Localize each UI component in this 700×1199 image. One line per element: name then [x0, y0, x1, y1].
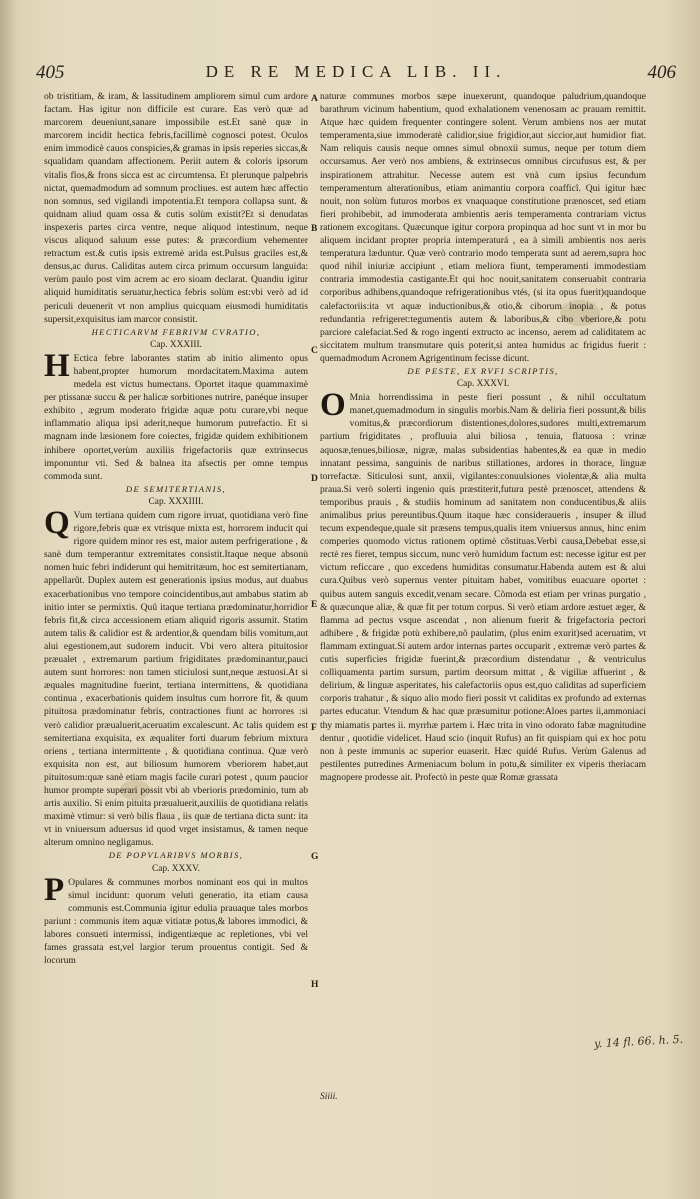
page-number-right: 406	[647, 62, 676, 83]
signature-mark: Siiii.	[320, 1092, 338, 1102]
margin-marker-h: H	[311, 980, 319, 990]
paragraph	[44, 505, 308, 849]
margin-marker-b: B	[311, 224, 318, 234]
section-heading: HECTICARVM FEBRIVM CVRATIO,	[91, 326, 261, 337]
margin-marker-e: E	[311, 600, 318, 610]
chapter-number: Cap. XXXIII.	[150, 339, 202, 350]
paragraph	[44, 347, 308, 483]
paragraph	[320, 387, 646, 784]
handwritten-annotation: y. 14 fl. 66. h. 5.	[593, 1032, 684, 1051]
margin-marker-c: C	[311, 346, 318, 356]
chapter-number: Cap. XXXIIII.	[148, 496, 204, 507]
right-column	[320, 90, 646, 784]
drop-cap: H	[44, 347, 70, 384]
page-header	[36, 62, 676, 92]
section-heading: DE POPVLARIBVS MORBIS,	[108, 850, 244, 861]
margin-marker-f: F	[311, 723, 317, 733]
section-heading: DE PESTE, EX RVFI SCRIPTIS,	[407, 365, 559, 376]
paragraph-text: Opulares & communes morbos nominant eos qui in multos simul incidunt: quorum veluti generatio, ita etiam causa communis est.Communia igitur edulia prauaque tales morbos pariunt : communis item aquæ vitiatæ potus,& labores immodici, & labores consueti intermissi, indigentiæque ac repletiones, vbi vel fames grassata est,vel largior terum prouentus contigit. Sed & locorum	[44, 876, 308, 967]
paragraph-text: Ectica febre laborantes statim ab initio alimento opus habent,propter humorum mordacitatem.Maxima autem medela est victus humectans. Oportet itaque quammaximè per ptissanæ succu & per halicæ sorbitiones nutrire, panéque insuper exhibito , ægrum moderato frigidæ aquæ potu curare,vbi neque inflammatio aliqua ipsi aderit,neque humorum putrefactio. Et si magnam inde læsionem fore coiectes, frigidæ quidem exhibitionem inhibere oportet,verùm auxiliis frigefactoriis quæ extrinsecus imponuntur vti. Sed & balnea ita afsectis per omne tempus commoda sunt.	[44, 352, 308, 482]
page-number-left: 405	[36, 62, 65, 83]
paragraph-text: Vum tertiana quidem cum rigore irruat, quotidiana verò fine rigore,febris quæ ex vtrisque mixta est, horrorem inducit qui rigore quidem minor res est, maior autem perfrigeratione , & sanè dum temperantur extremitates consistit.Itaque neque absonù nomen huic febri indiderunt qui hemitritæum, hoc est semitertianam, appellarût. Duplex autem est generationis ipsius modus, aut duabus exacerbationibus vno tempore coincidentibus,aut ambabus statim ab initio inter se permixtis. Quû itaque tertiana prædominatur,horridior febris fit,& circa accessionem etiam aliquid rigoris assumit. Statim autem talis & calidior est & ardentior,& quendam bilis vomitum,aut alui egestionem,aut sudorem inducit. Vbi vero altera pituitosior præualet , extremarum partium frigiditates prædominantur,pauci autem sunt horrores: non tamen sticiulosi sunt,neque æstuosi.At si æquales magnitudine fuerint, tertiana intermittens, & quotidiana continua , exacerbationis quidem insultus cum horrore fit, & quum pituitosa prædominatur febris, contractiones fiunt ac horrores :si verò calidior præualuerit,aceruatim excalescunt. Ac talis quidem est semitertiana exquisita, ex æqualiter forti duarum febrium mixtura oriens , tertiana intermittente , & quotidiana continua. Quæ verò exquisita non est, aut biliosum humorem vberiorem habet,aut pituitosum:quæ sanè etiam magis facile curari potest , quum paucior humor prompte superari possit vbi ab vberioris prædominio, tum ab artis auxilio. Si enim pituita præualuerit,auxiliis de quotidiana relatis maximè vtimur: si verò bilis flaua , iis quæ de tertiana dicta sunt: ita vt in vniuersum aduersus id quod vrget insistamus, & tamen neque alterum omnino negligamus.	[44, 510, 308, 849]
chapter-number: Cap. XXXV.	[151, 863, 200, 874]
paragraph: naturæ communes morbos sæpe inuexerunt, quandoque paludrium,quandoque barathrum vicinum habentium, quod exhalationem venenosam ac prauam remittit. Atque hæc quidem frequenter contingere solent. Verum ambiens nos aer mutat temperamenta,siue immoderatè calidior,siue frigidior,aut siccior,aut humidior fiat. Nam reliquis causis neque omnes simul obnoxii sumus, neque per totum diem occursamus. Aer verò nos ambiens, & extrinsecus omnibus circufusus est, & per inspirationem attrahitur. Necesse autem est vnà cum ipsius fecundum temperamentum alterationibus, etiam animantiu corpora coafficî. Qui igitur hæc nouit, non solùm futuros morbos ex vnaquaque constitutione prænoscet, sed etiam fieri prohibebit, ad immoderata ambientis aeris temperamenta contrariam victus rationem excogitans. Quæcunque igitur corpora propinqua ad hoc sunt vt in mor bu aliquem incidant propter propria intemperaturá , ea à similì ambientis nos aeris temperatura læduntur. Quæ verò contrario modo temperata sunt ad aerem,supra hoc quod nihil iniuriæ accipiunt , etiam meliora fiunt, temperamenti immodestiam contraria immodestia castigante.Et qui hoc nouit,sanitatem conseruabit contraria corporibus adhibens,quandoque refrigerationibus vtés, (si ita opus fuerit)quandoque calefactoriis:ita vt aquæ inductionibus,& otio,& ciborum inopia , & potus redundantia refrigeret:tegumentis autem & laboribus,& cibo vberiore,& potu parciore calefaciat.Sed & rogo ingenti extructo ac incenso, aerem ad caliditatem ac siccitatem multum transmutare quis poterit,si antea humidus ac frigidus fuerit : quemadmodum Acronem Agrigentinum fecisse dicunt.	[320, 91, 646, 364]
paragraph	[44, 871, 308, 968]
drop-cap: P	[44, 871, 65, 908]
running-title: DE RE MEDICA LIB. II.	[205, 62, 507, 81]
left-column	[44, 90, 308, 967]
margin-marker-a: A	[311, 94, 318, 104]
paragraph-text: Mnia horrendissima in peste fieri possunt , & nihil occultatum manet,quemadmodum in singulis morbis.Nam & deliria fieri possunt,& bilis vomitus,& præcordiorum distentiones,dolores,sudores multi,extremarum partium frigiditates , profluuia alui biliosa , tenuia, flatuosa : vrinæ aquosæ,tenues,biliosæ, nigræ, malas subsidentias habentes,& ea quæ in medio innatant pessima, sanguinis de naribus stillationes, ardores in thorace, linguæ torrefactæ. Siticulosi sunt, anxii, vigilantes:conuulsiones violentæ,& alia multa praua.Si verò solerti ingenio quis præstiterit,futura pestè prænoscet, attendens & temporibus prauis , & studiis hominum ad sanitatem non conducentibus,& aliis animalibus prius pereuntibus.Quum itaque hæc consideraueris , insuper & illud tecum expendeque,quale sit præsens tempus,qualis item vniuersus annus, hinc enim comperies quomodo victus rationem optimè cõstituas.Verbi causa,Debebat esse,si rectè res fieret, tempus siccum, nunc verò humidum factum est: necesse igitur est per victum reficcare , quo excedens humiditas consumatur.Habenda autem est & alui cura.Quibus verò supernus venter pituitam habet, vomitibus euacuare oportet : quibus autem sanguis excedit,venam secare. Cõmoda est etiam per vrinas purgatio , & quæcunque aliæ, & quæ fit per totum corpus. Si verò etiam ardore æstuet æger, & flamma ad pectus vsque ascendat , non alienum fuerit & frigefactoria pectori adhibere , & frigidæ potù exhibere,nõ paulatim, (plus enim exurit)sed aceruatim, vt flammam extinguat.Si autem ardor internas partes occuparit , extremæ verò partes & cutis superficies frigidæ fuerint,& præcordium distendatur , & ventriculus colliquamenta partim sursum, partim deorsum mittat , & vigiliæ affuerint , & delirium, & linguæ asperitates, his calefactoriis opus est,quo caliditas ad superficiem corporis trahatur , & siquo alio modo fieri possit vt caliditas ex profundo ad externas partes educatur. Vtendum & hac quæ præsumitur potione:Aloes partes ii,ammoniaci thy miamatis partes ii. myrrhæ partem i. Hæc trita in vino odorato fabæ magnitudine dentur , quotidie videlicet. Haud scio (inquit Rufus) an fit quispiam qui ex hoc potu non à peste immunis ac superior euaserit. Hæc quidé Rufus. Verùm Galenus ad pestilentes putredines Armeniacum bolum in potu,& similiter ex viperis theriacam magnopere prodesse ait. Profectò in peste quæ Romæ grassata	[320, 392, 646, 783]
chapter-number: Cap. XXXVI.	[456, 379, 510, 390]
drop-cap: O	[320, 387, 346, 424]
drop-cap: Q	[44, 505, 70, 541]
margin-marker-g: G	[311, 852, 319, 862]
section-heading: DE SEMITERTIANIS,	[125, 483, 227, 494]
paragraph: ob tristitiam, & iram, & lassitudinem ampliorem simul cum ardore factam. Has igitur non difficile est curare. Eas verò quæ ad marcorem deueniunt,sanare impossibile est.Et sanè quæ in marcorem incidit hectica febris,facillimè cognosci potest. Oculos enim immodicè cauos conspicies,& gramas in ipsis reperies siccas,& squalidam quandam affectionem. Periit autem & coloris ipsorum vitalis flos,& frons sicca est ac circumtensa. Et plerunque palpebris nictat, quemadmodum ad somnum procliues. est autem hæc affectio non somnus, sed vigilandi impotentia.Et tempora collapsa sunt. & quidnam aliud quam ossa & cutis solùm existit?Et si denudatas inspexeris partes circa ventre, neque aliquod intestinum, neque viscus aliquod saluum esse putes: & præcordium vehementer retractum est.& cutis ipsis extremè arida est.Pulsus graciles est,& densus,ac durus. Caliditas autem circa primum occursum languida: verùm paulo post vim acrem ac ero sioam declarat. Quandiu igitur aliquid humiditatis seruatur,hectica febris solùm est:vbi verò ad id periculi deuenerit vt non amplius quicquam eiusmodi humiditatis supersit,exquisitus iam marcor consistit.	[44, 91, 308, 325]
margin-marker-d: D	[311, 474, 318, 484]
